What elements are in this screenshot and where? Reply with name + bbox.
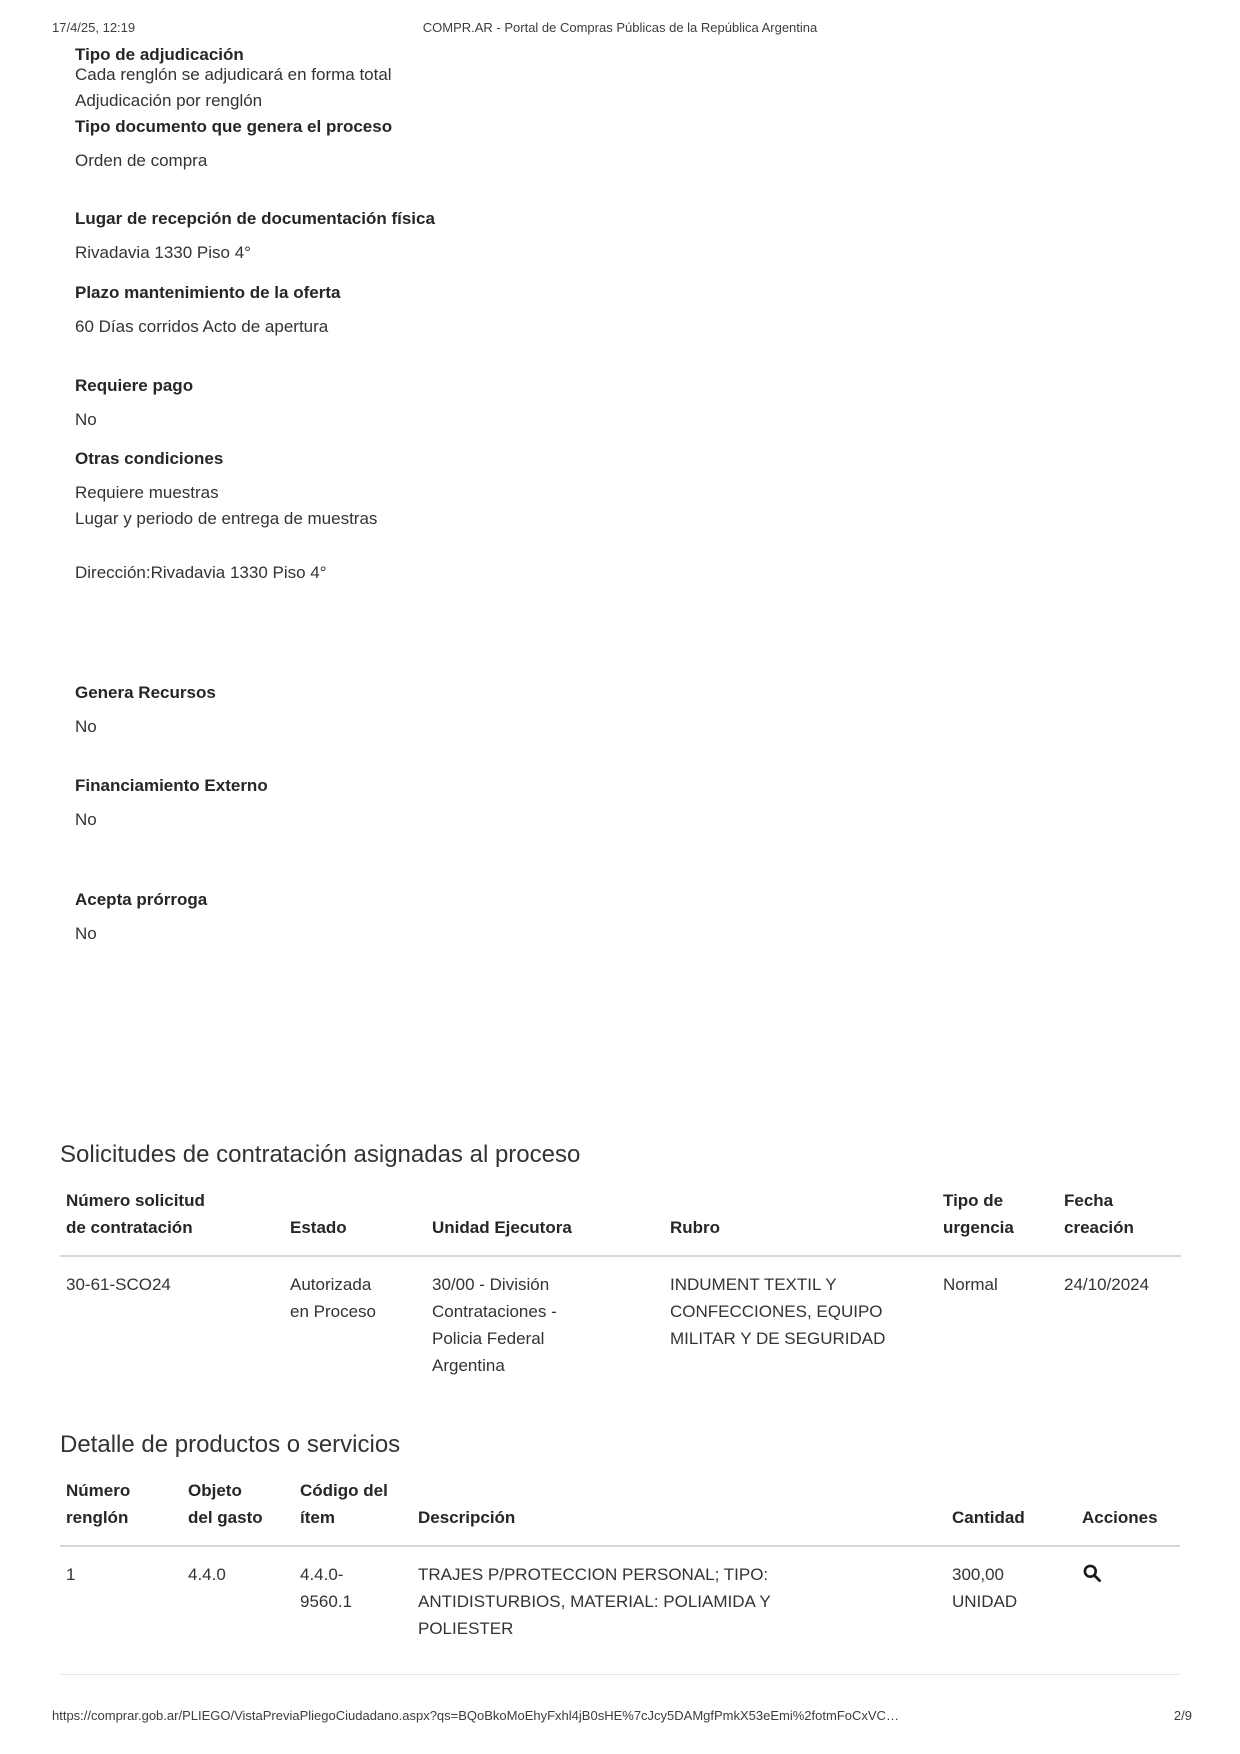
column-header-estado: Estado xyxy=(290,1187,432,1256)
cell-cantidad: 300,00 UNIDAD xyxy=(952,1546,1082,1675)
field-value: 60 Días corridos Acto de apertura xyxy=(75,317,329,336)
solicitudes-header-row xyxy=(60,1187,1181,1256)
field-value: No xyxy=(75,924,97,943)
cell-numero-solicitud: 30-61-SCO24 xyxy=(66,1275,171,1294)
field-value: No xyxy=(75,717,97,736)
column-header-numero-solicitud: Número solicitud de contratación xyxy=(60,1187,290,1256)
cell-tipo-urgencia: Normal xyxy=(943,1275,998,1294)
cell-fecha-creacion: 24/10/2024 xyxy=(1064,1275,1150,1294)
cell-numero-renglon: 1 xyxy=(60,1546,188,1675)
field-label: Requiere pago xyxy=(75,376,194,395)
field-value: Cada renglón se adjudicará en forma total xyxy=(75,65,392,84)
section-title-detalle: Detalle de productos o servicios xyxy=(60,1431,401,1458)
field-label: Plazo mantenimiento de la oferta xyxy=(75,283,341,302)
print-page-indicator: 2/9 xyxy=(1173,1708,1192,1723)
field-label: Genera Recursos xyxy=(75,683,216,702)
view-item-button[interactable] xyxy=(1082,1564,1102,1584)
print-footer-url: https://comprar.gob.ar/PLIEGO/VistaPreviaPliegoCiudadano.aspx?qs=BQoBkoMoEhyFxhl4jB0sHE%7cJcy5DAMgfPmkX53eEmi%2fotmFoCxVC… xyxy=(52,1708,899,1723)
field-label: Lugar de recepción de documentación física xyxy=(75,209,435,228)
cell-acciones xyxy=(1082,1546,1180,1675)
column-header-tipo-urgencia: Tipo de urgencia xyxy=(943,1187,1064,1256)
column-header-descripcion: Descripción xyxy=(418,1477,952,1546)
field-label: Tipo de adjudicación xyxy=(75,45,244,64)
detalle-header-row xyxy=(60,1477,1180,1546)
magnifier-icon xyxy=(1083,1571,1102,1586)
print-datetime: 17/4/25, 12:19 xyxy=(52,20,136,35)
field-tipo-adjudicacion-label-clipped xyxy=(75,42,1188,64)
cell-objeto-gasto: 4.4.0 xyxy=(188,1546,300,1675)
field-value-direccion: Dirección:Rivadavia 1330 Piso 4° xyxy=(75,563,327,582)
document-body xyxy=(60,0,1188,1675)
solicitudes-table xyxy=(60,1187,1181,1379)
section-title-solicitudes: Solicitudes de contratación asignadas al proceso xyxy=(60,1141,581,1168)
column-header-codigo-item: Código del ítem xyxy=(300,1477,418,1546)
table-row xyxy=(60,1256,1181,1379)
field-label: Acepta prórroga xyxy=(75,890,208,909)
cell-estado: Autorizada en Proceso xyxy=(290,1275,376,1321)
column-header-acciones: Acciones xyxy=(1082,1477,1180,1546)
column-header-rubro: Rubro xyxy=(670,1187,943,1256)
detalle-table xyxy=(60,1477,1180,1675)
cell-descripcion: TRAJES P/PROTECCION PERSONAL; TIPO: ANTIDISTURBIOS, MATERIAL: POLIAMIDA Y POLIESTER xyxy=(418,1546,952,1675)
field-value: Requiere muestras xyxy=(75,483,219,502)
field-label: Financiamiento Externo xyxy=(75,776,268,795)
cell-unidad-ejecutora: 30/00 - División Contrataciones - Policia Federal Argentina xyxy=(432,1275,557,1375)
field-label: Tipo documento que genera el proceso xyxy=(75,117,393,136)
field-value: No xyxy=(75,810,97,829)
column-header-unidad-ejecutora: Unidad Ejecutora xyxy=(432,1187,670,1256)
process-fields xyxy=(75,42,1188,947)
field-label: Otras condiciones xyxy=(75,449,224,468)
cell-rubro: INDUMENT TEXTIL Y CONFECCIONES, EQUIPO MILITAR Y DE SEGURIDAD xyxy=(670,1275,886,1348)
field-value: Adjudicación por renglón xyxy=(75,91,263,110)
column-header-objeto-gasto: Objeto del gasto xyxy=(188,1477,300,1546)
column-header-cantidad: Cantidad xyxy=(952,1477,1082,1546)
field-value: Lugar y periodo de entrega de muestras xyxy=(75,509,378,528)
print-page-title: COMPR.AR - Portal de Compras Públicas de la República Argentina xyxy=(422,20,818,35)
cell-codigo-item: 4.4.0-9560.1 xyxy=(300,1546,418,1675)
field-value: Orden de compra xyxy=(75,151,208,170)
print-footer xyxy=(52,1708,1192,1726)
field-value: No xyxy=(75,410,97,429)
table-row xyxy=(60,1546,1180,1675)
column-header-fecha-creacion: Fecha creación xyxy=(1064,1187,1181,1256)
field-value: Rivadavia 1330 Piso 4° xyxy=(75,243,251,262)
column-header-numero-renglon: Número renglón xyxy=(60,1477,188,1546)
